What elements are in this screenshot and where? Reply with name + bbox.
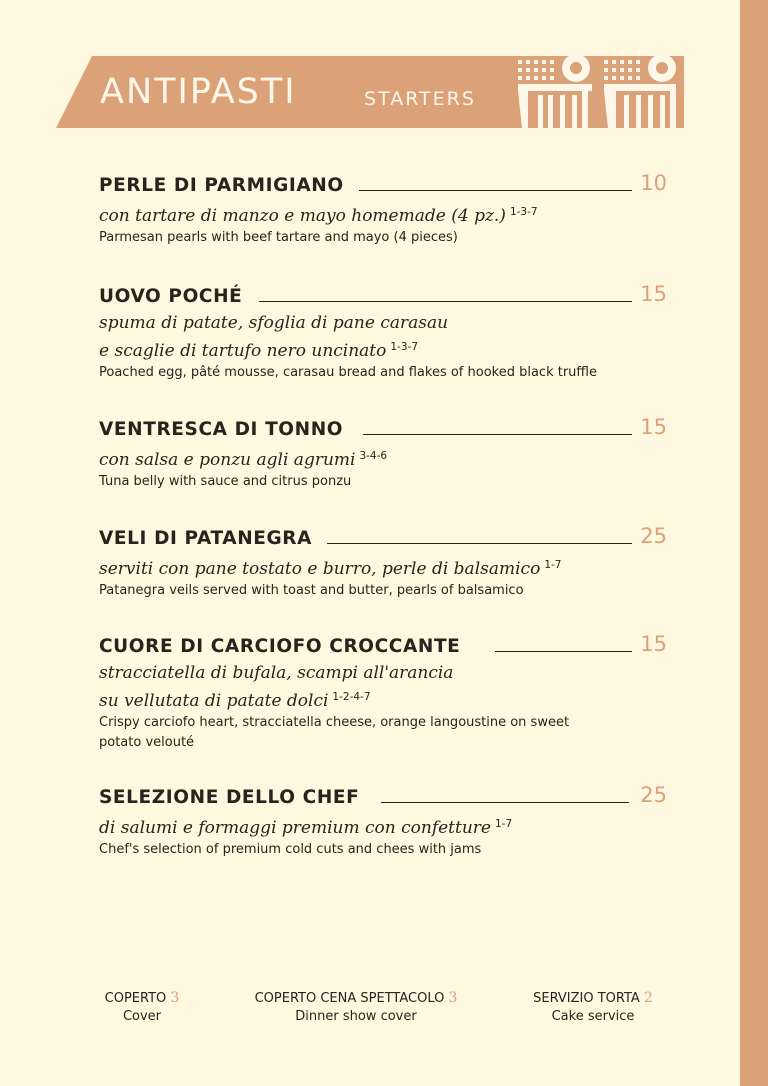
leader-line [359,190,632,191]
item-name: CUORE DI CARCIOFO CROCCANTE [99,636,461,657]
menu-item [99,632,667,753]
item-english-description: Crispy carciofo heart, stracciatella cheese, orange langoustine on sweet [99,715,570,730]
allergen-codes: 1-2-4-7 [332,691,371,703]
menu-item [99,783,667,860]
charge-english: Cake service [551,1009,635,1024]
item-name: VENTRESCA DI TONNO [99,419,344,440]
item-english-description: Patanegra veils served with toast and butter, pearls of balsamico [99,583,524,598]
item-name: VELI DI PATANEGRA [99,528,313,549]
footer-cover [92,989,192,1026]
item-italian-description: con tartare di manzo e mayo homemade (4 pz.) $^{1-3-7}$ [99,206,538,226]
item-english-description: Poached egg, pâté mousse, carasau bread and flakes of hooked black truffle [99,365,597,380]
leader-line [259,301,632,302]
item-price: 15 [640,282,667,306]
item-italian-description: su vellutata di patate dolci $^{1-2-4-7}$ [99,691,371,711]
allergen-codes: 1-7 [494,818,513,830]
leader-line [381,802,629,803]
item-name: UOVO POCHÉ [99,286,243,307]
menu-item [99,524,667,601]
footer-dinner-show-cover [226,989,486,1026]
charge-price: 2 [643,990,653,1006]
charge-english: Dinner show cover [295,1009,417,1024]
leader-line [327,543,632,544]
allergen-codes: 1-3-7 [509,206,538,218]
section-title: ANTIPASTI [100,72,297,112]
charge-english: Cover [122,1009,162,1024]
item-english-description: Parmesan pearls with beef tartare and mayo (4 pieces) [99,230,458,245]
item-english-description: potato velouté [99,735,195,750]
greek-column-decoration-icon [512,52,682,132]
item-italian-description: e scaglie di tartufo nero uncinato $^{1-3-7}$ [99,341,418,361]
side-stripe [740,0,768,1086]
item-italian-description: spuma di patate, sfoglia di pane carasau [99,313,449,333]
charge-price: 3 [448,990,458,1006]
allergen-codes: 1-3-7 [390,341,418,353]
item-english-description: Chef's selection of premium cold cuts and chees with jams [99,842,482,857]
menu-item [99,171,667,248]
item-price: 15 [640,415,667,439]
leader-line [363,434,632,435]
charge-label: SERVIZIO TORTA [533,991,640,1006]
allergen-codes: 1-7 [544,559,562,571]
item-name: PERLE DI PARMIGIANO [99,175,344,196]
item-italian-description: serviti con pane tostato e burro, perle di balsamico $^{1-7}$ [99,559,562,579]
item-italian-description: stracciatella di bufala, scampi all'arancia [99,663,454,683]
leader-line [495,651,632,652]
charge-label: COPERTO CENA SPETTACOLO [254,991,445,1006]
section-subtitle: STARTERS [364,88,476,110]
item-price: 15 [640,632,667,656]
item-price: 25 [640,783,667,807]
item-price: 10 [640,171,667,195]
menu-item [99,282,667,383]
charge-label: COPERTO [104,991,167,1006]
item-italian-description: di salumi e formaggi premium con confetture $^{1-7}$ [99,818,513,838]
item-name: SELEZIONE DELLO CHEF [99,787,360,808]
item-english-description: Tuna belly with sauce and citrus ponzu [99,474,352,489]
footer-cake-service [520,989,666,1026]
charge-price: 3 [170,990,180,1006]
item-italian-description: con salsa e ponzu agli agrumi $^{3-4-6}$ [99,450,388,470]
allergen-codes: 3-4-6 [359,450,388,462]
item-price: 25 [640,524,667,548]
menu-item [99,415,667,492]
